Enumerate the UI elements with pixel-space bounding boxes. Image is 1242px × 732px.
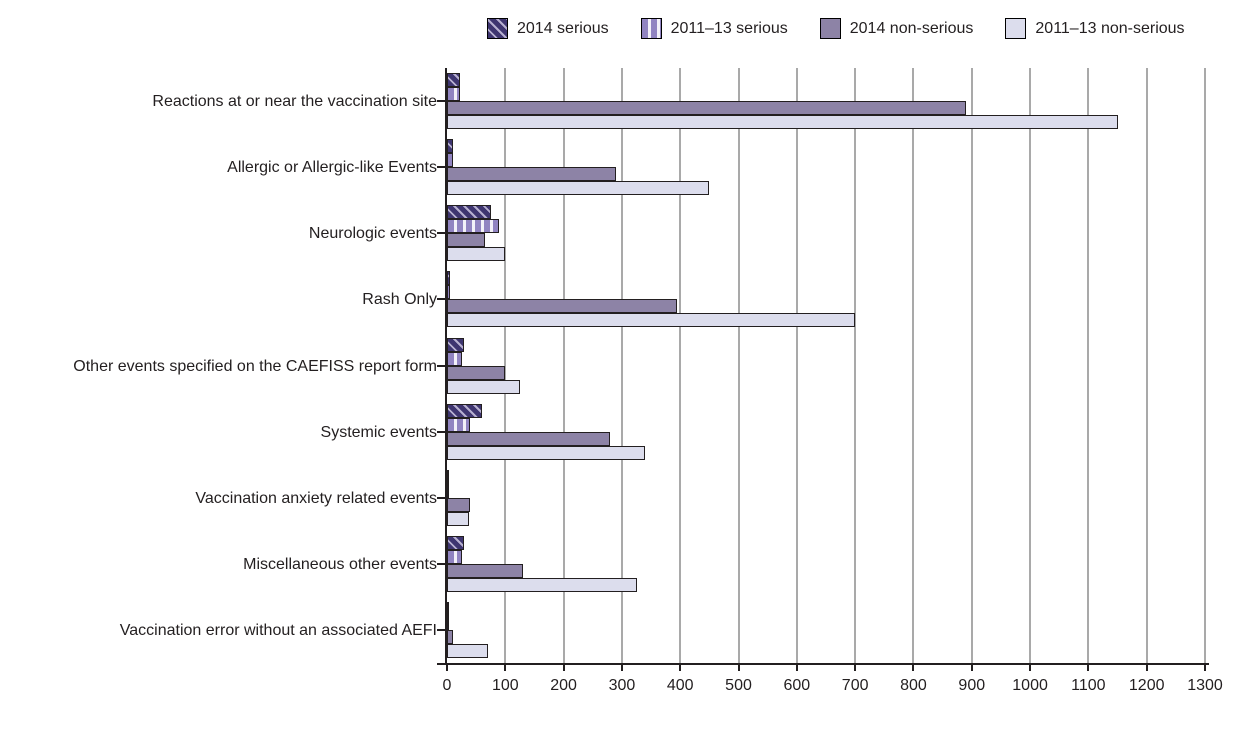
bar-2011-13-non-serious-cat3 [447,313,855,327]
bar-2011-13-non-serious-cat2 [447,247,505,261]
category-tick-5 [437,431,445,433]
category-label-5: Systemic events [320,423,437,441]
bar-2011-13-non-serious-cat7 [447,578,637,592]
category-tick-1 [437,166,445,168]
gridline-1200 [1146,68,1148,663]
bar-2011-13-non-serious-cat6 [447,512,469,526]
legend-label: 2011–13 serious [670,19,788,37]
chart-legend [487,18,1185,39]
legend-label: 2014 serious [517,19,609,37]
x-tick-label-1000: 1000 [1012,677,1048,694]
category-tick-8 [437,629,445,631]
x-tick-label-400: 400 [666,677,694,694]
x-tick-label-1300: 1300 [1187,677,1223,694]
category-tick-6 [437,497,445,499]
bar-2014-non-serious-cat1 [447,167,616,181]
x-tick-300 [621,665,623,671]
legend-swatch-icon [1005,18,1026,39]
x-tick-600 [796,665,798,671]
bar-2014-non-serious-cat6 [447,498,470,512]
x-tick-label-100: 100 [491,677,519,694]
bar-2014-serious-cat0 [447,73,460,87]
bar-2014-serious-cat2 [447,205,491,219]
x-tick-400 [679,665,681,671]
x-axis-line [437,663,1209,665]
category-tick-0 [437,100,445,102]
x-tick-label-600: 600 [783,677,811,694]
plot-area [442,68,1223,694]
gridline-1100 [1087,68,1089,663]
x-tick-1000 [1029,665,1031,671]
category-label-4: Other events specified on the CAEFISS report form [73,357,437,375]
legend-label: 2011–13 non-serious [1035,19,1185,37]
bar-2014-serious-cat1 [447,139,453,153]
bar-2011-13-serious-cat1 [447,153,453,167]
bar-2011-13-non-serious-cat5 [447,446,645,460]
bar-2011-13-serious-cat3 [447,285,450,299]
bar-2011-13-serious-cat4 [447,352,462,366]
x-tick-500 [738,665,740,671]
bar-2014-serious-cat8 [447,602,449,616]
category-label-0: Reactions at or near the vaccination site [152,93,437,111]
bar-2011-13-non-serious-cat0 [447,115,1118,129]
gridline-500 [738,68,740,663]
bar-2014-non-serious-cat8 [447,630,453,644]
bar-2011-13-non-serious-cat8 [447,644,488,658]
bar-2014-non-serious-cat4 [447,366,505,380]
x-tick-label-900: 900 [958,677,986,694]
gridline-400 [679,68,681,663]
x-tick-label-500: 500 [725,677,752,694]
legend-item-3 [1005,18,1184,39]
x-tick-label-1200: 1200 [1128,677,1165,694]
x-tick-800 [912,665,914,671]
legend-swatch-icon [820,18,841,39]
bar-2014-serious-cat4 [447,338,464,352]
bar-2011-13-serious-cat0 [447,87,460,101]
x-tick-100 [504,665,506,671]
x-tick-1200 [1146,665,1148,671]
category-label-7: Miscellaneous other events [243,555,437,573]
bar-2014-serious-cat5 [447,404,482,418]
bar-2014-non-serious-cat0 [447,101,966,115]
category-label-6: Vaccination anxiety related events [195,489,437,507]
x-tick-label-300: 300 [608,677,636,694]
gridline-900 [971,68,973,663]
legend-item-2 [820,18,974,39]
gridline-1000 [1029,68,1031,663]
x-tick-label-1100: 1100 [1071,677,1106,694]
bar-2011-13-serious-cat6 [447,484,449,498]
gridline-800 [912,68,914,663]
x-tick-900 [971,665,973,671]
bar-2014-non-serious-cat3 [447,299,677,313]
bar-2011-13-serious-cat5 [447,418,470,432]
x-tick-label-200: 200 [550,677,577,694]
category-label-3: Rash Only [362,291,437,309]
x-tick-label-700: 700 [841,677,869,694]
category-tick-7 [437,563,445,565]
x-tick-700 [854,665,856,671]
legend-item-0 [487,18,609,39]
legend-item-1 [641,18,788,39]
x-tick-label-0: 0 [442,677,452,694]
legend-swatch-icon [487,18,508,39]
category-tick-2 [437,232,445,234]
gridline-200 [563,68,565,663]
x-tick-1300 [1204,665,1206,671]
bar-2011-13-non-serious-cat4 [447,380,520,394]
bar-2014-serious-cat3 [447,271,450,285]
gridline-300 [621,68,623,663]
bar-2014-non-serious-cat2 [447,233,485,247]
x-tick-0 [446,665,448,671]
legend-label: 2014 non-serious [849,19,974,37]
bar-2014-non-serious-cat5 [447,432,610,446]
category-tick-4 [437,365,445,367]
category-label-1: Allergic or Allergic-like Events [227,159,437,177]
gridline-1300 [1204,68,1206,663]
bar-2014-serious-cat6 [447,470,449,484]
x-tick-label-800: 800 [900,677,927,694]
bar-2011-13-serious-cat2 [447,219,499,233]
category-label-8: Vaccination error without an associated AEFI [119,621,437,639]
gridline-700 [854,68,856,663]
bar-2014-non-serious-cat7 [447,564,523,578]
bar-2011-13-non-serious-cat1 [447,181,709,195]
category-label-2: Neurologic events [308,225,437,243]
gridline-600 [796,68,798,663]
x-tick-1100 [1087,665,1089,671]
legend-swatch-icon [641,18,662,39]
category-tick-3 [437,298,445,300]
bar-2014-serious-cat7 [447,536,464,550]
bar-2011-13-serious-cat7 [447,550,462,564]
bar-2011-13-serious-cat8 [447,616,449,630]
x-tick-200 [563,665,565,671]
